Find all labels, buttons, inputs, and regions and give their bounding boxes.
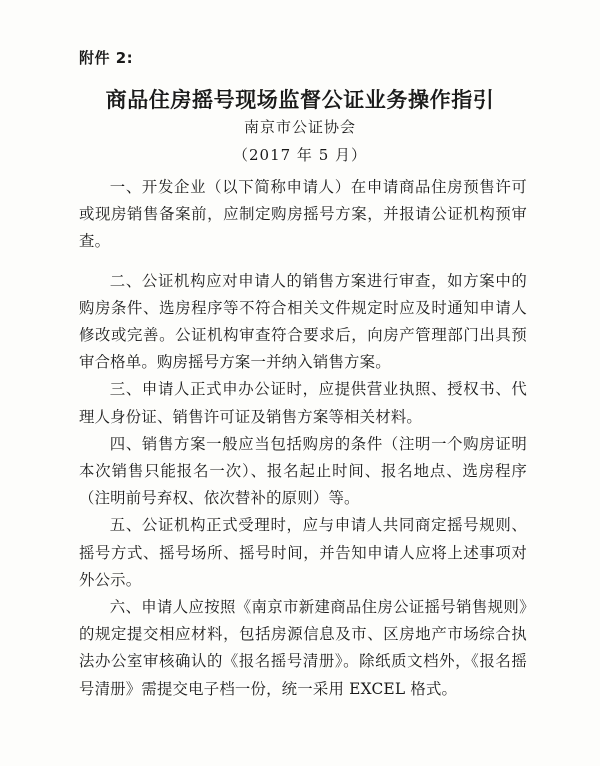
paragraph-3: 三、申请人正式申办公证时，应提供营业执照、授权书、代理人身份证、销售许可证及销售方案等相关材料。 — [79, 380, 527, 426]
attachment-label: 附件 2: — [79, 49, 134, 67]
document-body — [79, 174, 527, 703]
paragraph-4: 四、销售方案一般应当包括购房的条件（注明一个购房证明本次销售只能报名一次）、报名起止时间、报名地点、选房程序（注明前号弃权、依次替补的原则）等。 — [79, 434, 527, 508]
document-title: 商品住房摇号现场监督公证业务操作指引 — [105, 88, 495, 112]
issuer-name: 南京市公证协会 — [243, 118, 356, 136]
paragraph-6: 六、申请人应按照《南京市新建商品住房公证摇号销售规则》的规定提交相应材料，包括房源信息及市、区房地产市场综合执法办公室审核确认的《报名摇号清册》。除纸质文档外，《报名摇号清册》需提交电子档一份，统一采用 EXCEL 格式。 — [79, 598, 527, 698]
paragraph-1: 一、开发企业（以下简称申请人）在申请商品住房预售许可或现房销售备案前，应制定购房摇号方案，并报请公证机构预审查。 — [79, 178, 527, 251]
document-date: （2017 年 5 月） — [232, 146, 368, 164]
paragraph-2: 二、公证机构应对申请人的销售方案进行审查，如方案中的购房条件、选房程序等不符合相关文件规定时应及时通知申请人修改或完善。公证机构审查符合要求后，向房产管理部门出具预审合格单。购房摇号方案一并纳入销售方案。 — [79, 271, 527, 372]
paragraph-5: 五、公证机构正式受理时，应与申请人共同商定摇号规则、摇号方式、摇号场所、摇号时间，并告知申请人应将上述事项对外公示。 — [79, 516, 527, 589]
